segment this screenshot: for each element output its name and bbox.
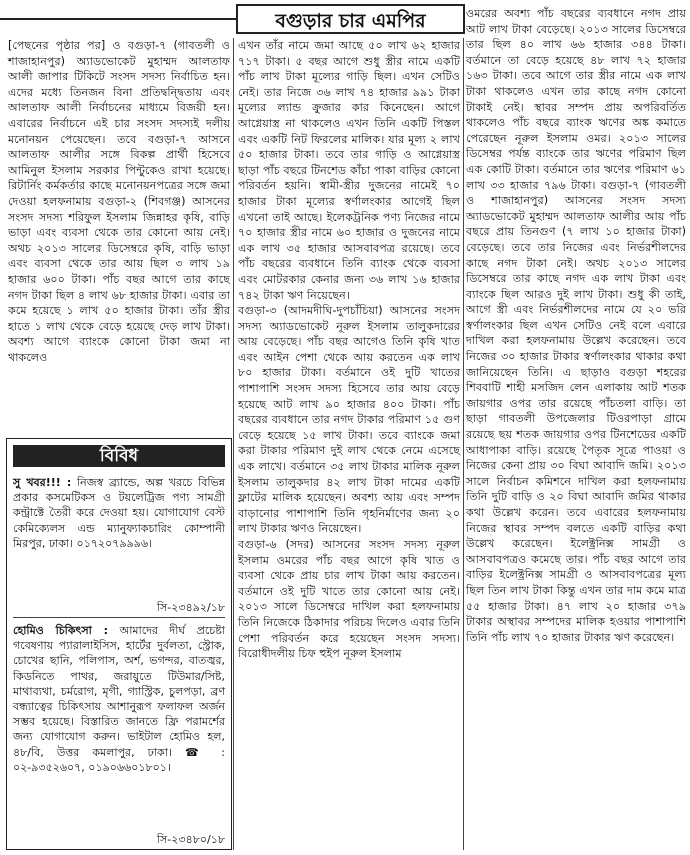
ad-title: সু খবর!!! : — [13, 476, 72, 489]
paragraph: বগুড়া-৩ (আদমদীঘি-দুপচাঁচিয়া) আসনের সংসদ সদস্য অ্যাডভোকেট নূরুল ইসলাম তালুকদারের আয় বেড়েছে। পাঁচ বছর আগেও তিনি কৃষি খাত এবং আইন পেশা থেকে আয় করতেন এক লাখ ৮০ হাজার টাকা। বর্তমানে ওই দুটি খাতের পাশাপাশি সংসদ সদস্য হিসেবে তার আয় বেড়ে হয়েছে আট লাখ ৯০ হাজার ৪০০ টাকা। পাঁচ বছরের ব্যবধানে তার নগদ টাকার পরিমাণ ১৫ গুণ বেড়ে হয়েছে ১৫ লাখ টাকা। তবে ব্যাংকে জমা করা টাকার পরিমাণ দুই লাখ থেকে নেমে এসেছে এক লাখে। বর্তমানে ৩৫ লাখ টাকার মালিক নূরুল ইসলাম তালুকদার ৪২ লাখ টাকা দামের একটি ফ্লাটের মালিক হয়েছেন। অবশ্য আয় এবং সম্পদ বাড়ানোর পাশাপাশি তিনি গৃহনির্মাণের জন্য ২০ লাখ টাকার ঋণও নিয়েছেন। — [238, 304, 460, 536]
header-rule-left — [0, 18, 236, 20]
paragraph: এখন তাঁর নামে জমা আছে ৫০ লাখ ৬২ হাজার ৭১৭ টাকা। ৫ বছর আগে শুধু স্ত্রীর নামে একটি পাঁচ লাখ টাকা মূল্যের গাড়ি ছিল। এখন সেটিও নেই। তার নিজে ৩৬ লাখ ৭৪ হাজার ৯৯১ টাকা মূল্যের ল্যান্ড ক্রুজার কার কিনেছেন। আগে আগ্নেয়াস্ত্র না থাকলেও এখন তিনি একটি পিস্তল এবং একটি নিট ফিরলের মালিক। যার মূল্য ২ লাখ ৫০ হাজার টাকা। তবে তার গাড়ি ও আগ্নেয়াস্ত্র ছাড়া পাঁচ বছরে টিনশেড কাঁচা পাকা বাড়ির কোনো পরিবর্তন হয়নি। স্বামী-স্ত্রীর দুজনের নামেই ৭০ হাজার টাকা মূল্যের স্বর্ণালংকার আগেই ছিল এখনো তাই আছে। ইলেকট্রনিক পণ্য নিজের নামে ৭০ হাজার স্ত্রীর নামে ৬০ হাজার ও দুজনের নামে এক লাখ ৩৫ হাজার আসবাবপত্র রয়েছে। তবে পাঁচ বছরের ব্যবধানে তিনি ব্যাংক থেকে ব্যবসা এবং মোটরকার কেনার জন্য ৩৬ লাখ ১৬ হাজার ৭৪২ টাকা ঋণ নিয়েছেন। — [238, 39, 460, 302]
ad-divider — [13, 617, 225, 618]
classified-ad — [13, 623, 225, 775]
classifieds-heading: বিবিধ — [13, 445, 225, 467]
column-divider — [463, 38, 464, 850]
article-column-2 — [238, 38, 460, 662]
classified-ad — [13, 475, 225, 551]
article-column-1 — [8, 38, 230, 365]
paragraph: ওমরের অবশ্য পাঁচ বছরের ব্যবধানে নগদ প্রায় আট লাখ টাকা বেড়েছে। ২০১৩ সালের ডিসেম্বরে তার ছিল ৪০ লাখ ৬৬ হাজার ৩৪৪ টাকা। বর্তমানে তা বেড়ে হয়েছে ৪৮ লাখ ৭২ হাজার ১৬৩ টাকা। তবে আগে তার স্ত্রীর নামে এক লাখ টাকা থাকলেও এখন তার কাছে নগদ কোনো টাকাই নেই। স্থাবর সম্পদ প্রায় অপরিবর্তিত থাকলেও পাঁচ বছরে ব্যাংক ঋণের অঙ্ক কমাতে পেরেছেন নূরুল ইসলাম ওমর। ২০১৩ সালের ডিসেম্বর পর্যন্ত ব্যাংকে তার ঋণের পরিমাণ ছিল এক কোটি টাকা। বর্তমানে তার ঋণের পরিমাণ ৬১ লাখ ৩৩ হাজার ৭৯৬ টাকা। বগুড়া-৭ (গাবতলী ও শাজাহানপুর) আসনের সংসদ সদস্য অ্যাডভোকেট মুহাম্মদ আলতাফ আলীর আয় পাঁচ বছরে প্রায় তিনগুণ (৭ লাখ ১০ হাজার টাকা) বেড়েছে। তবে তার নিজের এবং নির্ভরশীলদের কাছে নগদ টাকা নেই। অথচ ২০১৩ সালের ডিসেম্বরে তার কাছে নগদ এক লাখ টাকা এবং ব্যাংকে ছিল আরও দুই লাখ টাকা। শুধু কী তাই, আগে স্ত্রী এবং নির্ভরশীলদের নামে যে ২০ ভরি স্বর্ণালংকার ছিল এখন সেটিও নেই বলে এবারে দাখিল করা হলফনামায় উল্লেখ করেছেন। তবে নিজের ৩০ হাজার টাকার স্বর্ণালংকার থাকার কথা জানিয়েছেন তিনি। এ ছাড়াও বগুড়া শহরের শিববাটি শাহী মসজিদ লেন এলাকায় আট শতক জায়গার ওপর তার রয়েছে পাঁচতলা বাড়ি। তা ছাড়া গাবতলী উপজেলার টিওরপাড়া গ্রামে রয়েছে ছয় শতক জায়গার ওপর টিনশেডের একটি আধাপাকা বাড়ি। রয়েছে পৈতৃক সূত্রে পাওয়া ও নিজের কেনা প্রায় ৩০ বিঘা আবাদি জমি। ২০১৩ সালে নির্বাচন কমিশনে দাখিল করা হলফনামায় তিনি দুটি বাড়ি ও ২০ বিঘা আবাদি জমির থাকার কথা উল্লেখ করেন। তবে এবারের হলফনামায় নিজের স্থাবর সম্পদ বলতে একটি বাড়ির কথা উল্লেখ করেছেন। ইলেক্ট্রনিক্স সামগ্রী ও আসবাবপত্রও কমেছে তার। পাঁচ বছর আগে তার বাড়ির ইলেক্ট্রনিক্স সামগ্রী ও আসবাবপত্রের মূল্য ছিল তিন লাখ টাকা কিন্তু এখন তার দাম কমে মাত্র ৫৫ হাজার টাকা। ৪৭ লাখ ২০ হাজার ৩৭৯ টাকার অস্থাবর সম্পদের মালিক হওয়ার পাশাপাশি তিনি পাঁচ লাখ ৭০ হাজার টাকার ঋণ করেছেন। — [466, 7, 686, 644]
ad-code: সি-২৩৪৯২/১৮ — [156, 601, 225, 614]
column-divider — [233, 38, 234, 850]
ad-code: সি-২৩৪৮০/১৮ — [156, 833, 225, 846]
paragraph: [পেছনের পৃষ্ঠার পর] ও বগুড়া-৭ (গাবতলী ও শাজাহানপুর) অ্যাডভোকেট মুহাম্মদ আলতাফ আলী জাপার টিকিটে সংসদ সদস্য নির্বাচিত হন। এদের মধ্যে তিনজন বিনা প্রতিদ্বন্দ্বিতায় এবং আলতাফ আলী নির্বাচনের মাধ্যমে বিজয়ী হন। এবারের নির্বাচনে এই চার সংসদ সদস্যই দলীয় মনোনয়ন পেয়েছেন। তবে বগুড়া-৭ আসনে আলতাফ আলীর সঙ্গে বিকল্প প্রার্থী হিসেবে আমিনুল ইসলাম সরকার পিন্টুকেও রাখা হয়েছে। রিটার্নিং কর্মকর্তার কাছে মনোনয়নপত্রের সঙ্গে জমা দেওয়া হলফনামায় বগুড়া-২ (শিবগঞ্জ) আসনের সংসদ সদস্য শরিফুল ইসলাম জিন্নাহর কৃষি, বাড়ি ভাড়া এবং ব্যবসা থেকে তার কোনো আয় নেই। অথচ ২০১৩ সালের ডিসেম্বরে কৃষি, বাড়ি ভাড়া এবং ব্যবসা থেকে তার আয় ছিল ৩ লাখ ১৯ হাজার ৬০০ টাকা। পাঁচ বছর আগে তার কাছে নগদ টাকা ছিল ৪ লাখ ৬৮ হাজার টাকা। এবার তা কমে হয়েছে ১ লাখ ৫০ হাজার টাকা। তাঁর স্ত্রীর হাতে ১ লাখ থেকে বেড়ে হয়েছে দেড় লাখ টাকা। অবশ্য আগে ব্যাংকে কোনো টাকা জমা না থাকলেও — [8, 39, 230, 364]
page-title: বগুড়ার চার এমপির — [236, 4, 465, 34]
article-column-3 — [466, 6, 686, 645]
ad-title: হোমিও চিকিৎসা : — [13, 624, 109, 637]
paragraph: বগুড়া-৬ (সদর) আসনের সংসদ সদস্য নূরুল ইসলাম ওমরের পাঁচ বছর আগে কৃষি খাত ও ব্যবসা থেকে প্রায় চার লাখ টাকা আয় করতেন। বর্তমানে ওই দুটি খাতে তার কোনো আয় নেই। ২০১৩ সালে ডিসেম্বরে দাখিল করা হলফনামায় তিনি নিজেকে ঠিকাদার পরিচয় দিলেও এবার তিনি পেশা পরিবর্তন করে হয়েছেন সংসদ সদস্য। বিরোধীদলীয় চিফ হুইপ নূরুল ইসলাম — [238, 538, 460, 661]
ad-text: আমাদের দীর্ঘ প্রচেষ্টা গবেষণায় প্যারালাইসিস, হার্টের দুর্বলতা, স্ট্রোক, চোখের ছানি, পলিপাস, অর্শ, ভগন্দর, বাতজ্বর, কিডনিতে পাথর, জরায়ুতে টিউমার/সিষ্ট, মাথাব্যথা, চর্মরোগ, মৃগী, গ্যাস্ট্রিক, চুলপড়া, ব্রণ বন্ধ্যাত্বের চিকিৎসায় আশানুরূপ ফলাফল অর্জন সম্ভব হয়েছে। বিস্তারিত জানতে ফ্রি পরামর্শের জন্য যোগাযোগ করুন। ভাইটাল হোমিও হল, ৪৮/বি, উত্তর কমলাপুর, ঢাকা। ☎ : ০২-৯৩৫২৬০৭, ০১৯০৬৬০১৮০১। — [13, 624, 225, 774]
ad-text: নিজস্ব ব্র্যান্ডে, অল্প খরচে বিভিন্ন প্রকার কসমেটিকস ও টয়লেট্রিজ পণ্য সামগ্রী কন্ট্রাক্টে তৈরী করে দেওয়া হয়। যোগাযোগ বেস্ট কেমিক্যেলস এন্ড ম্যানুফ্যাকচারিং কোম্পানী মিরপুর, ঢাকা। ০১৭২০৭৯৯৯৬। — [13, 476, 225, 550]
classifieds-box — [6, 438, 232, 850]
